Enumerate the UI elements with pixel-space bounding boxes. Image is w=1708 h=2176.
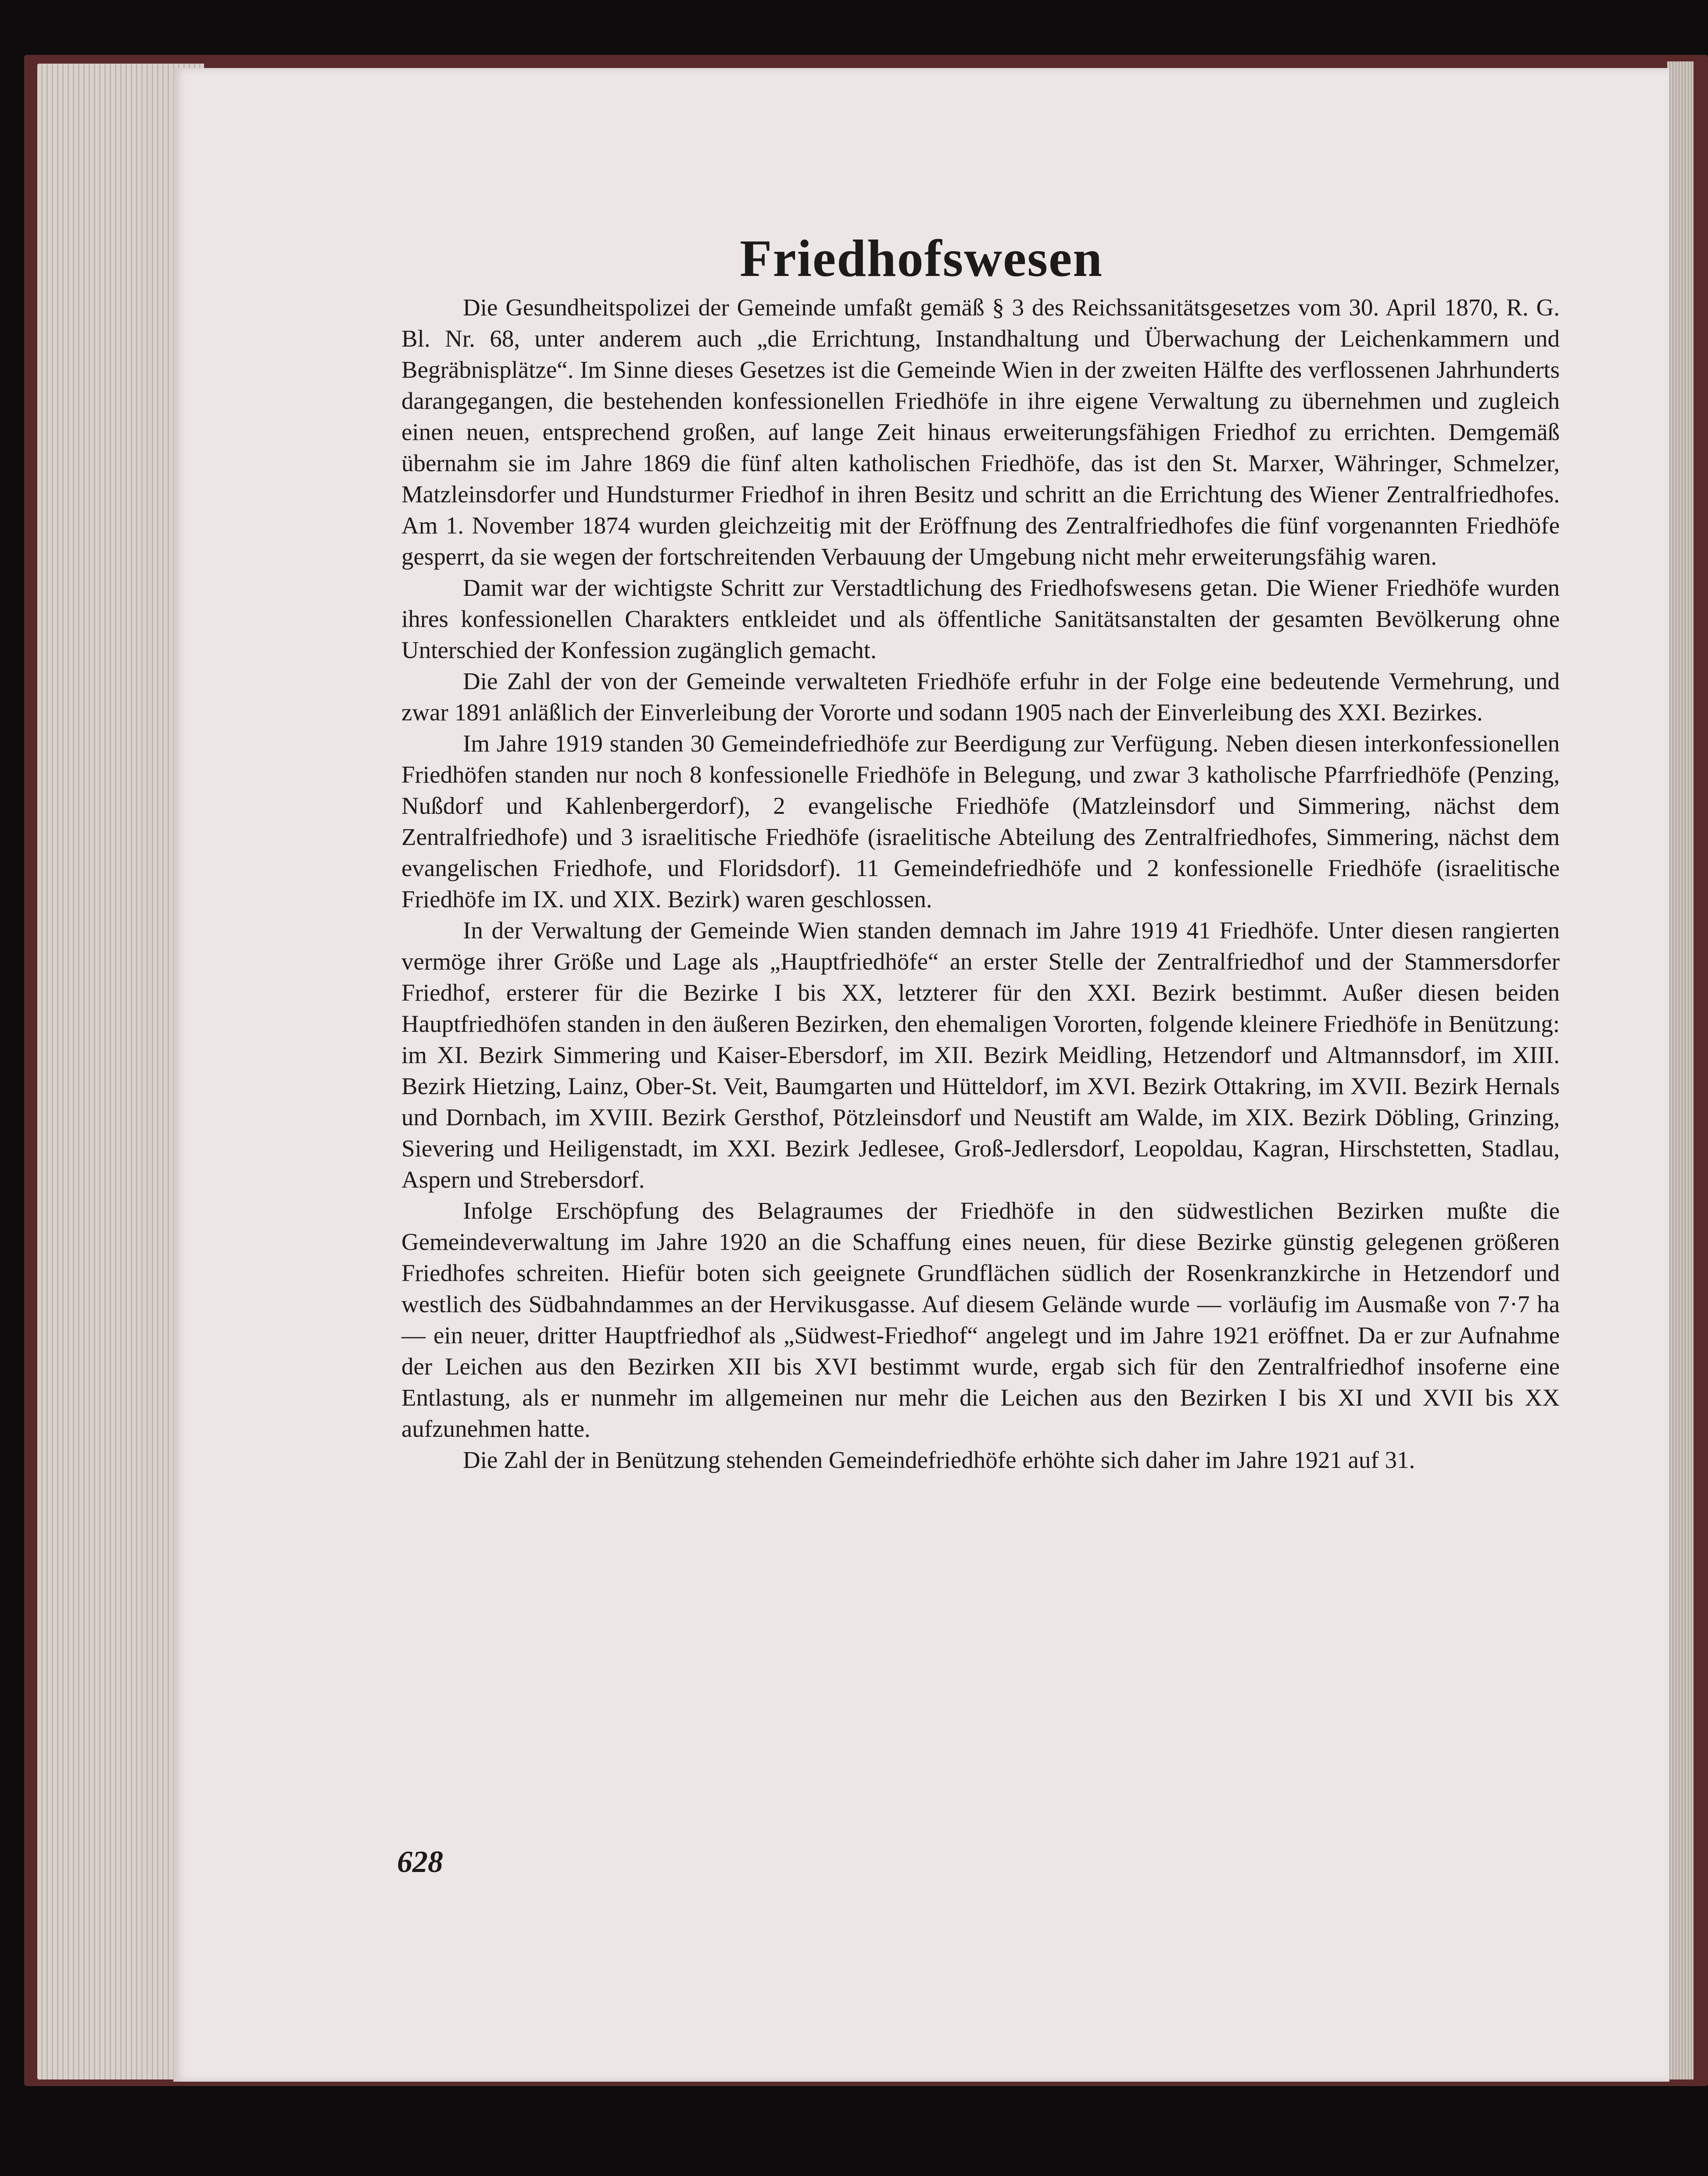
paragraph: Die Gesundheitspolizei der Gemeinde umfaßt gemäß § 3 des Reichssanitätsgesetzes vom 30. April 1870, R. G. Bl. Nr. 68, unter anderem auch „die Errichtung, Instandhaltung und Überwachung der Leichenkammern und Begräbnisplätze“. Im Sinne dieses Gesetzes ist die Gemeinde Wien in der zweiten Hälfte des verflossenen Jahrhunderts darangegangen, die bestehenden konfessionellen Friedhöfe in ihre eigene Verwaltung zu übernehmen und zugleich einen neuen, entsprechend großen, auf lange Zeit hinaus erweiterungsfähigen Friedhof zu errichten. Demgemäß übernahm sie im Jahre 1869 die fünf alten katholischen Friedhöfe, das ist den St. Marxer, Währinger, Schmelzer, Matzleinsdorfer und Hundsturmer Friedhof in ihren Besitz und schritt an die Errichtung des Wiener Zentralfriedhofes. Am 1. November 1874 wurden gleichzeitig mit der Eröffnung des Zentralfriedhofes die fünf vorgenannten Friedhöfe gesperrt, da sie wegen der fortschreitenden Verbauung der Umgebung nicht mehr erweiterungsfähig waren.	[401, 294, 1560, 570]
paragraph: Im Jahre 1919 standen 30 Gemeindefriedhöfe zur Beerdigung zur Verfügung. Neben diesen interkonfessionellen Friedhöfen standen nur noch 8 konfessionelle Friedhöfe in Belegung, und zwar 3 katholische Pfarrfriedhöfe (Penzing, Nußdorf und Kahlenbergerdorf), 2 evangelische Friedhöfe (Matzleinsdorf und Simmering, nächst dem Zentralfriedhofe) und 3 israelitische Friedhöfe (israelitische Abteilung des Zentralfriedhofes, Simmering, nächst dem evangelischen Friedhofe, und Floridsdorf). 11 Gemeindefriedhöfe und 2 konfessionelle Friedhöfe (israelitische Friedhöfe im IX. und XIX. Bezirk) waren geschlossen.	[401, 730, 1560, 913]
paragraph: Die Zahl der in Benützung stehenden Gemeindefriedhöfe erhöhte sich daher im Jahre 1921 auf 31.	[463, 1446, 1415, 1473]
book-page	[173, 68, 1669, 2082]
paragraph: Die Zahl der von der Gemeinde verwalteten Friedhöfe erfuhr in der Folge eine bedeutende Vermehrung, und zwar 1891 anläßlich der Einverleibung der Vororte und sodann 1905 nach der Einverleibung des XXI. Bezirkes.	[401, 668, 1560, 726]
body-text	[401, 292, 1560, 1475]
page-number: 628	[397, 1845, 443, 1879]
paragraph: In der Verwaltung der Gemeinde Wien standen demnach im Jahre 1919 41 Friedhöfe. Unter diesen rangierten vermöge ihrer Größe und Lage als „Hauptfriedhöfe“ an erster Stelle der Zentralfriedhof und der Stammersdorfer Friedhof, ersterer für die Bezirke I bis XX, letzterer für den XXI. Bezirk bestimmt. Außer diesen beiden Hauptfriedhöfen standen in den äußeren Bezirken, den ehemaligen Vororten, folgende kleinere Friedhöfe in Benützung: im XI. Bezirk Simmering und Kaiser-Ebersdorf, im XII. Bezirk Meidling, Hetzendorf und Altmannsdorf, im XIII. Bezirk Hietzing, Lainz, Ober-St. Veit, Baumgarten und Hütteldorf, im XVI. Bezirk Ottakring, im XVII. Bezirk Hernals und Dornbach, im XVIII. Bezirk Gersthof, Pötzleinsdorf und Neustift am Walde, im XIX. Bezirk Döbling, Grinzing, Sievering und Heiligenstadt, im XXI. Bezirk Jedlesee, Groß-Jedlersdorf, Leopoldau, Kagran, Hirschstetten, Stadlau, Aspern und Strebersdorf.	[401, 917, 1560, 1193]
paragraph: Infolge Erschöpfung des Belagraumes der Friedhöfe in den südwestlichen Bezirken mußte die Gemeindeverwaltung im Jahre 1920 an die Schaffung eines neuen, für diese Bezirke günstig gelegenen größeren Friedhofes schreiten. Hiefür boten sich geeignete Grundflächen südlich der Rosenkranzkirche in Hetzendorf und westlich des Südbahndammes an der Hervikusgasse. Auf diesem Gelände wurde — vorläufig im Ausmaße von 7·7 ha — ein neuer, dritter Hauptfriedhof als „Südwest-Friedhof“ angelegt und im Jahre 1921 eröffnet. Da er zur Aufnahme der Leichen aus den Bezirken XII bis XVI bestimmt wurde, ergab sich für den Zentralfriedhof insoferne eine Entlastung, als er nunmehr im allgemeinen nur mehr die Leichen aus den Bezirken I bis XI und XVII bis XX aufzunehmen hatte.	[401, 1197, 1560, 1442]
paragraph: Damit war der wichtigste Schritt zur Verstadtlichung des Friedhofswesens getan. Die Wiener Friedhöfe wurden ihres konfessionellen Charakters entkleidet und als öffentliche Sanitätsanstalten der gesamten Bevölkerung ohne Unterschied der Konfession zugänglich gemacht.	[401, 574, 1560, 663]
page-title: Friedhofswesen	[740, 229, 1103, 287]
page-right-edge	[1667, 61, 1694, 2079]
